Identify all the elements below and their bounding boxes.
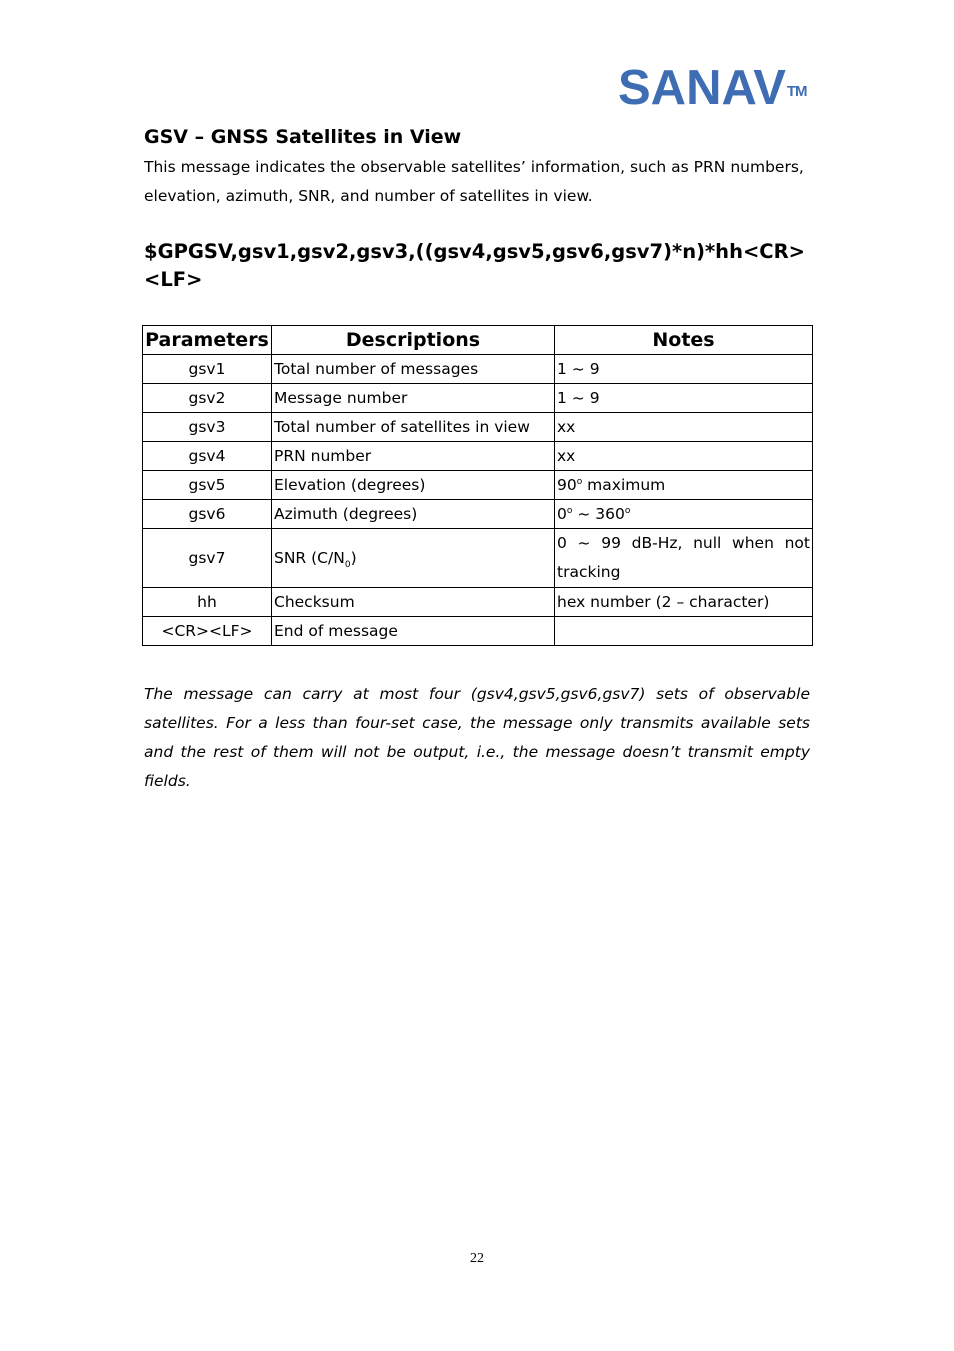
desc-cell: End of message — [272, 617, 555, 646]
table-row — [143, 529, 813, 588]
param-cell: gsv5 — [143, 471, 272, 500]
degree-mark: o — [624, 505, 631, 516]
desc-main: SNR (C/N — [274, 549, 345, 567]
table-row — [143, 617, 813, 646]
degree-mark: o — [566, 505, 573, 516]
note-line-1: 0 ~ 99 dB-Hz, null when not — [557, 534, 810, 552]
table-row — [143, 355, 813, 384]
param-cell: gsv7 — [143, 529, 272, 588]
usage-note: The message can carry at most four (gsv4,gsv5,gsv6,gsv7) sets of observable satellites. For a less than four-set case, the message only transmits available sets and the rest of them will not be output, i.e., the message doesn’t transmit empty fields. — [144, 685, 810, 790]
section-title: GSV – GNSS Satellites in View — [144, 126, 462, 148]
table-row — [143, 413, 813, 442]
desc-cell — [272, 529, 555, 588]
note-cell: xx — [555, 442, 813, 471]
message-syntax: $GPGSV,gsv1,gsv2,gsv3,((gsv4,gsv5,gsv6,gsv7)*n)*hh<CR><LF> — [144, 240, 805, 291]
table-row — [143, 384, 813, 413]
note-value: 90 — [557, 476, 577, 494]
desc-cell: Message number — [272, 384, 555, 413]
degree-mark: o — [576, 476, 583, 487]
param-cell: gsv6 — [143, 500, 272, 529]
desc-cell: Elevation (degrees) — [272, 471, 555, 500]
note-cell — [555, 500, 813, 529]
note-cell: xx — [555, 413, 813, 442]
desc-cell: Azimuth (degrees) — [272, 500, 555, 529]
note-cell — [555, 471, 813, 500]
note-start: 0 — [557, 505, 567, 523]
param-cell: gsv2 — [143, 384, 272, 413]
section-intro: This message indicates the observable satellites’ information, such as PRN numbers, elevation, azimuth, SNR, and number of satellites in view. — [144, 158, 804, 205]
trademark-mark: TM — [786, 83, 807, 100]
desc-cell: Checksum — [272, 588, 555, 617]
table-row — [143, 442, 813, 471]
logo-text: SANAV — [618, 61, 786, 115]
note-rest: maximum — [582, 476, 666, 494]
page-number: 22 — [470, 1251, 484, 1266]
param-cell: gsv3 — [143, 413, 272, 442]
note-mid: ~ 360 — [572, 505, 625, 523]
param-cell: hh — [143, 588, 272, 617]
desc-cell: Total number of messages — [272, 355, 555, 384]
table-header-row — [143, 326, 813, 355]
parameters-table — [142, 325, 813, 646]
header-parameters: Parameters — [143, 326, 272, 355]
desc-cell: Total number of satellites in view — [272, 413, 555, 442]
header-notes: Notes — [555, 326, 813, 355]
desc-end: ) — [350, 549, 357, 567]
note-cell: 1 ~ 9 — [555, 384, 813, 413]
header-descriptions: Descriptions — [272, 326, 555, 355]
subscript-zero: 0 — [344, 560, 351, 571]
sanav-logo — [618, 62, 807, 114]
param-cell: gsv1 — [143, 355, 272, 384]
table-row — [143, 588, 813, 617]
note-cell: 1 ~ 9 — [555, 355, 813, 384]
table-row — [143, 471, 813, 500]
desc-cell: PRN number — [272, 442, 555, 471]
table-row — [143, 500, 813, 529]
param-cell: gsv4 — [143, 442, 272, 471]
note-cell — [555, 529, 813, 588]
param-cell: <CR><LF> — [143, 617, 272, 646]
note-line-2: tracking — [557, 563, 621, 581]
note-cell: hex number (2 – character) — [555, 588, 813, 617]
note-cell — [555, 617, 813, 646]
